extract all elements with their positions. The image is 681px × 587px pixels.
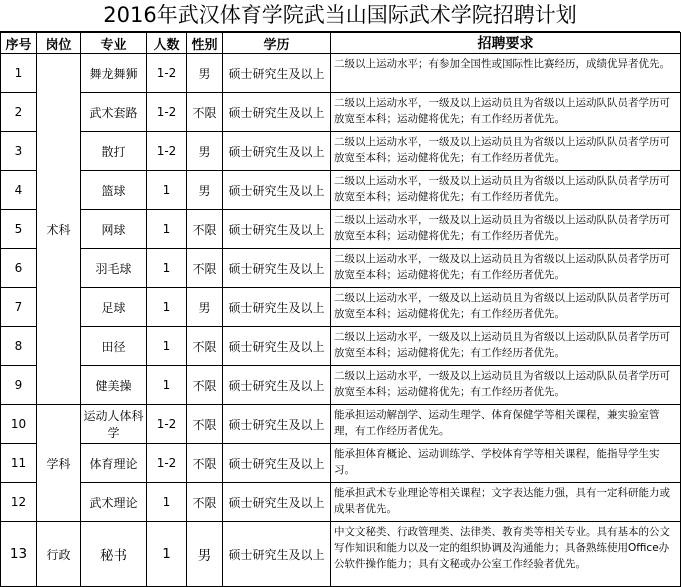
cell-count: 1: [147, 522, 187, 587]
cell-count: 1: [147, 327, 187, 366]
header-no: 序号: [1, 33, 37, 54]
cell-req: 能承担体育概论、运动训练学、学校体育学等相关课程，能指导学生实习。: [331, 444, 681, 483]
cell-edu: 硕士研究生及以上: [223, 327, 331, 366]
cell-major: 篮球: [81, 171, 147, 210]
header-edu: 学历: [223, 33, 331, 54]
cell-count: 1-2: [147, 405, 187, 444]
cell-req: 二级以上运动水平，一级及以上运动员且为省级以上运动队队员者学历可放宽至本科；运动健将优先；有工作经历者优先。: [331, 93, 681, 132]
table-row: [1, 405, 681, 444]
cell-count: 1-2: [147, 54, 187, 93]
table-row: [1, 210, 681, 249]
header-req: 招聘要求: [331, 33, 681, 54]
cell-gender: 男: [187, 132, 223, 171]
cell-gender: 男: [187, 171, 223, 210]
cell-major: 秘书: [81, 522, 147, 587]
cell-major: 散打: [81, 132, 147, 171]
cell-gender: 男: [187, 288, 223, 327]
cell-post-group: 行政: [37, 522, 81, 587]
cell-edu: 硕士研究生及以上: [223, 405, 331, 444]
table-row: [1, 54, 681, 93]
cell-no: 7: [1, 288, 37, 327]
cell-no: 8: [1, 327, 37, 366]
cell-major: 武术套路: [81, 93, 147, 132]
cell-gender: 不限: [187, 210, 223, 249]
cell-no: 9: [1, 366, 37, 405]
cell-gender: 不限: [187, 249, 223, 288]
recruitment-table: [0, 32, 681, 587]
cell-post-group: 术科: [37, 54, 81, 405]
table-row: [1, 288, 681, 327]
cell-no: 10: [1, 405, 37, 444]
table-row: [1, 483, 681, 522]
cell-gender: 不限: [187, 405, 223, 444]
cell-edu: 硕士研究生及以上: [223, 93, 331, 132]
cell-gender: 男: [187, 522, 223, 587]
cell-count: 1-2: [147, 93, 187, 132]
cell-count: 1: [147, 288, 187, 327]
cell-count: 1: [147, 171, 187, 210]
cell-no: 1: [1, 54, 37, 93]
header-gender: 性别: [187, 33, 223, 54]
header-major: 专业: [81, 33, 147, 54]
cell-no: 2: [1, 93, 37, 132]
cell-major: 羽毛球: [81, 249, 147, 288]
cell-count: 1: [147, 483, 187, 522]
cell-no: 3: [1, 132, 37, 171]
cell-count: 1: [147, 366, 187, 405]
cell-no: 13: [1, 522, 37, 587]
cell-major: 运动人体科学: [81, 405, 147, 444]
cell-edu: 硕士研究生及以上: [223, 249, 331, 288]
table-row: [1, 327, 681, 366]
cell-req: 二级以上运动水平，一级及以上运动员且为省级以上运动队队员者学历可放宽至本科；运动健将优先；有工作经历者优先。: [331, 249, 681, 288]
cell-major: 武术理论: [81, 483, 147, 522]
table-row: [1, 366, 681, 405]
cell-gender: 男: [187, 54, 223, 93]
cell-major: 田径: [81, 327, 147, 366]
table-row: [1, 249, 681, 288]
cell-req: 二级以上运动水平，一级及以上运动员且为省级以上运动队队员者学历可放宽至本科；运动健将优先；有工作经历者优先。: [331, 288, 681, 327]
header-count: 人数: [147, 33, 187, 54]
cell-req: 二级以上运动水平，一级及以上运动员且为省级以上运动队队员者学历可放宽至本科；运动健将优先；有工作经历者优先。: [331, 210, 681, 249]
cell-major: 网球: [81, 210, 147, 249]
cell-count: 1: [147, 210, 187, 249]
cell-post-group: 学科: [37, 405, 81, 522]
cell-edu: 硕士研究生及以上: [223, 366, 331, 405]
cell-req: 二级以上运动水平，一级及以上运动员且为省级以上运动队队员者学历可放宽至本科；运动健将优先；有工作经历者优先。: [331, 366, 681, 405]
cell-no: 12: [1, 483, 37, 522]
table-row: [1, 522, 681, 587]
cell-req: 能承担运动解剖学、运动生理学、体育保健学等相关课程，兼实验室管理，有工作经历者优先。: [331, 405, 681, 444]
cell-req: 二级以上运动水平，一级及以上运动员且为省级以上运动队队员者学历可放宽至本科；运动健将优先；有工作经历者优先。: [331, 327, 681, 366]
cell-req: 能承担武术专业理论等相关课程；文字表达能力强，具有一定科研能力或成果者优先。: [331, 483, 681, 522]
cell-major: 体育理论: [81, 444, 147, 483]
cell-major: 足球: [81, 288, 147, 327]
cell-edu: 硕士研究生及以上: [223, 444, 331, 483]
page-title: 2016年武汉体育学院武当山国际武术学院招聘计划: [0, 0, 680, 32]
cell-req: 二级以上运动水平，一级及以上运动员且为省级以上运动队队员者学历可放宽至本科；运动健将优先；有工作经历者优先。: [331, 171, 681, 210]
cell-edu: 硕士研究生及以上: [223, 210, 331, 249]
table-row: [1, 444, 681, 483]
cell-edu: 硕士研究生及以上: [223, 54, 331, 93]
cell-count: 1-2: [147, 444, 187, 483]
cell-edu: 硕士研究生及以上: [223, 132, 331, 171]
cell-req: 中文文秘类、行政管理类、法律类、教育类等相关专业。具有基本的公文写作知识和能力以及一定的组织协调及沟通能力；具备熟练使用Office办公软件操作能力；具有文秘或办公室工作经验者优先。: [331, 522, 681, 587]
cell-gender: 不限: [187, 327, 223, 366]
cell-major: 舞龙舞狮: [81, 54, 147, 93]
cell-req: 二级以上运动水平；有参加全国性或国际性比赛经历，成绩优异者优先。: [331, 54, 681, 93]
cell-major: 健美操: [81, 366, 147, 405]
cell-edu: 硕士研究生及以上: [223, 522, 331, 587]
header-post: 岗位: [37, 33, 81, 54]
cell-req: 二级以上运动水平，一级及以上运动员且为省级以上运动队队员者学历可放宽至本科；运动健将优先；有工作经历者优先。: [331, 132, 681, 171]
table-row: [1, 132, 681, 171]
cell-no: 11: [1, 444, 37, 483]
cell-gender: 不限: [187, 366, 223, 405]
cell-gender: 不限: [187, 93, 223, 132]
cell-count: 1: [147, 249, 187, 288]
cell-edu: 硕士研究生及以上: [223, 483, 331, 522]
cell-no: 6: [1, 249, 37, 288]
table-row: [1, 171, 681, 210]
cell-count: 1-2: [147, 132, 187, 171]
cell-no: 4: [1, 171, 37, 210]
header-row: [1, 33, 681, 54]
cell-edu: 硕士研究生及以上: [223, 288, 331, 327]
table-row: [1, 93, 681, 132]
cell-gender: 不限: [187, 444, 223, 483]
cell-no: 5: [1, 210, 37, 249]
cell-gender: 不限: [187, 483, 223, 522]
cell-edu: 硕士研究生及以上: [223, 171, 331, 210]
